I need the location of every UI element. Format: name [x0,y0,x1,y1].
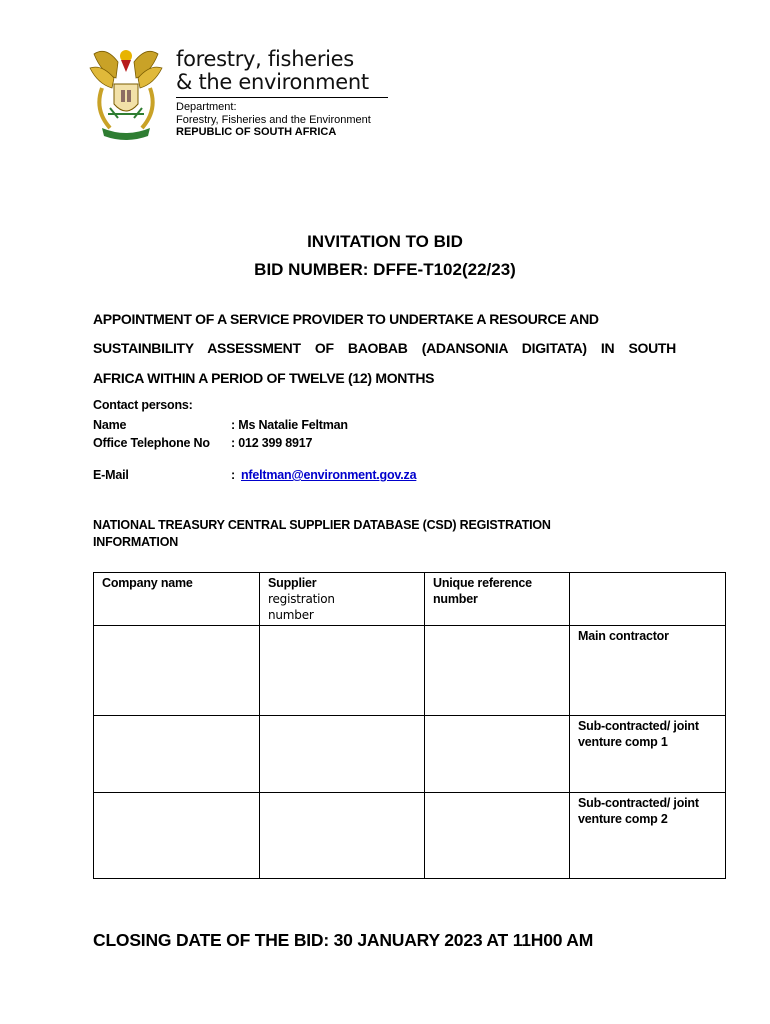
header-supplier-registration [260,573,425,626]
contact-telephone-label: Office Telephone No [93,436,210,450]
contact-name-value: : Ms Natalie Feltman [231,418,348,432]
company-name-cell[interactable] [94,626,260,716]
description-line-2: SUSTAINBILITY ASSESSMENT OF BAOBAB (ADANSONIA DIGITATA) IN SOUTH [93,340,676,356]
csd-registration-table [93,572,726,879]
table-row [94,793,726,879]
brand-divider [176,97,388,98]
unique-reference-cell[interactable] [425,793,570,879]
role-label-line-2: venture comp 2 [578,812,668,826]
company-name-cell[interactable] [94,793,260,879]
role-cell [570,716,726,793]
csd-heading-line-2: INFORMATION [93,535,179,549]
role-cell [570,793,726,879]
description-line-3: AFRICA WITHIN A PERIOD OF TWELVE (12) MONTHS [93,370,435,386]
contact-telephone-value: : 012 399 8917 [231,436,313,450]
supplier-number-cell[interactable] [260,793,425,879]
document-title: INVITATION TO BID [307,232,463,251]
csd-heading-line-1: NATIONAL TREASURY CENTRAL SUPPLIER DATABASE (CSD) REGISTRATION [93,518,551,532]
brand-line-1: forestry, fisheries [176,47,354,71]
contact-email-label: E-Mail [93,468,129,482]
description-line-1: APPOINTMENT OF A SERVICE PROVIDER TO UNDERTAKE A RESOURCE AND [93,311,599,327]
role-label-line-1: Main contractor [578,629,669,643]
header-supplier-label-1: Supplier [268,576,317,590]
unique-reference-cell[interactable] [425,716,570,793]
table-row [94,716,726,793]
header-company-name [94,573,260,626]
contact-heading: Contact persons: [93,398,193,412]
company-name-cell[interactable] [94,716,260,793]
supplier-number-cell[interactable] [260,626,425,716]
role-label-line-1: Sub-contracted/ joint [578,796,699,810]
brand-line-2: & the environment [176,70,369,94]
role-label-line-2: venture comp 1 [578,735,668,749]
header-supplier-label-3: number [268,608,314,622]
country-name: REPUBLIC OF SOUTH AFRICA [176,126,337,138]
coat-of-arms-logo [88,44,164,140]
header-company-label: Company name [102,576,193,590]
header-unique-label-2: number [433,592,478,606]
contact-email-link[interactable]: nfeltman@environment.gov.za [241,468,417,482]
unique-reference-cell[interactable] [425,626,570,716]
role-label-line-1: Sub-contracted/ joint [578,719,699,733]
header-supplier-label-2: registration [268,592,335,606]
header-role-blank [570,573,726,626]
department-name: Forestry, Fisheries and the Environment [176,114,371,126]
department-label: Department: [176,101,237,113]
role-cell [570,626,726,716]
header-unique-reference [425,573,570,626]
contact-email-colon: : [231,468,235,482]
header-unique-label-1: Unique reference [433,576,532,590]
supplier-number-cell[interactable] [260,716,425,793]
closing-date: CLOSING DATE OF THE BID: 30 JANUARY 2023 AT 11H00 AM [93,930,594,950]
table-row [94,626,726,716]
bid-number: BID NUMBER: DFFE-T102(22/23) [254,260,516,279]
contact-name-label: Name [93,418,127,432]
table-header-row [94,573,726,626]
